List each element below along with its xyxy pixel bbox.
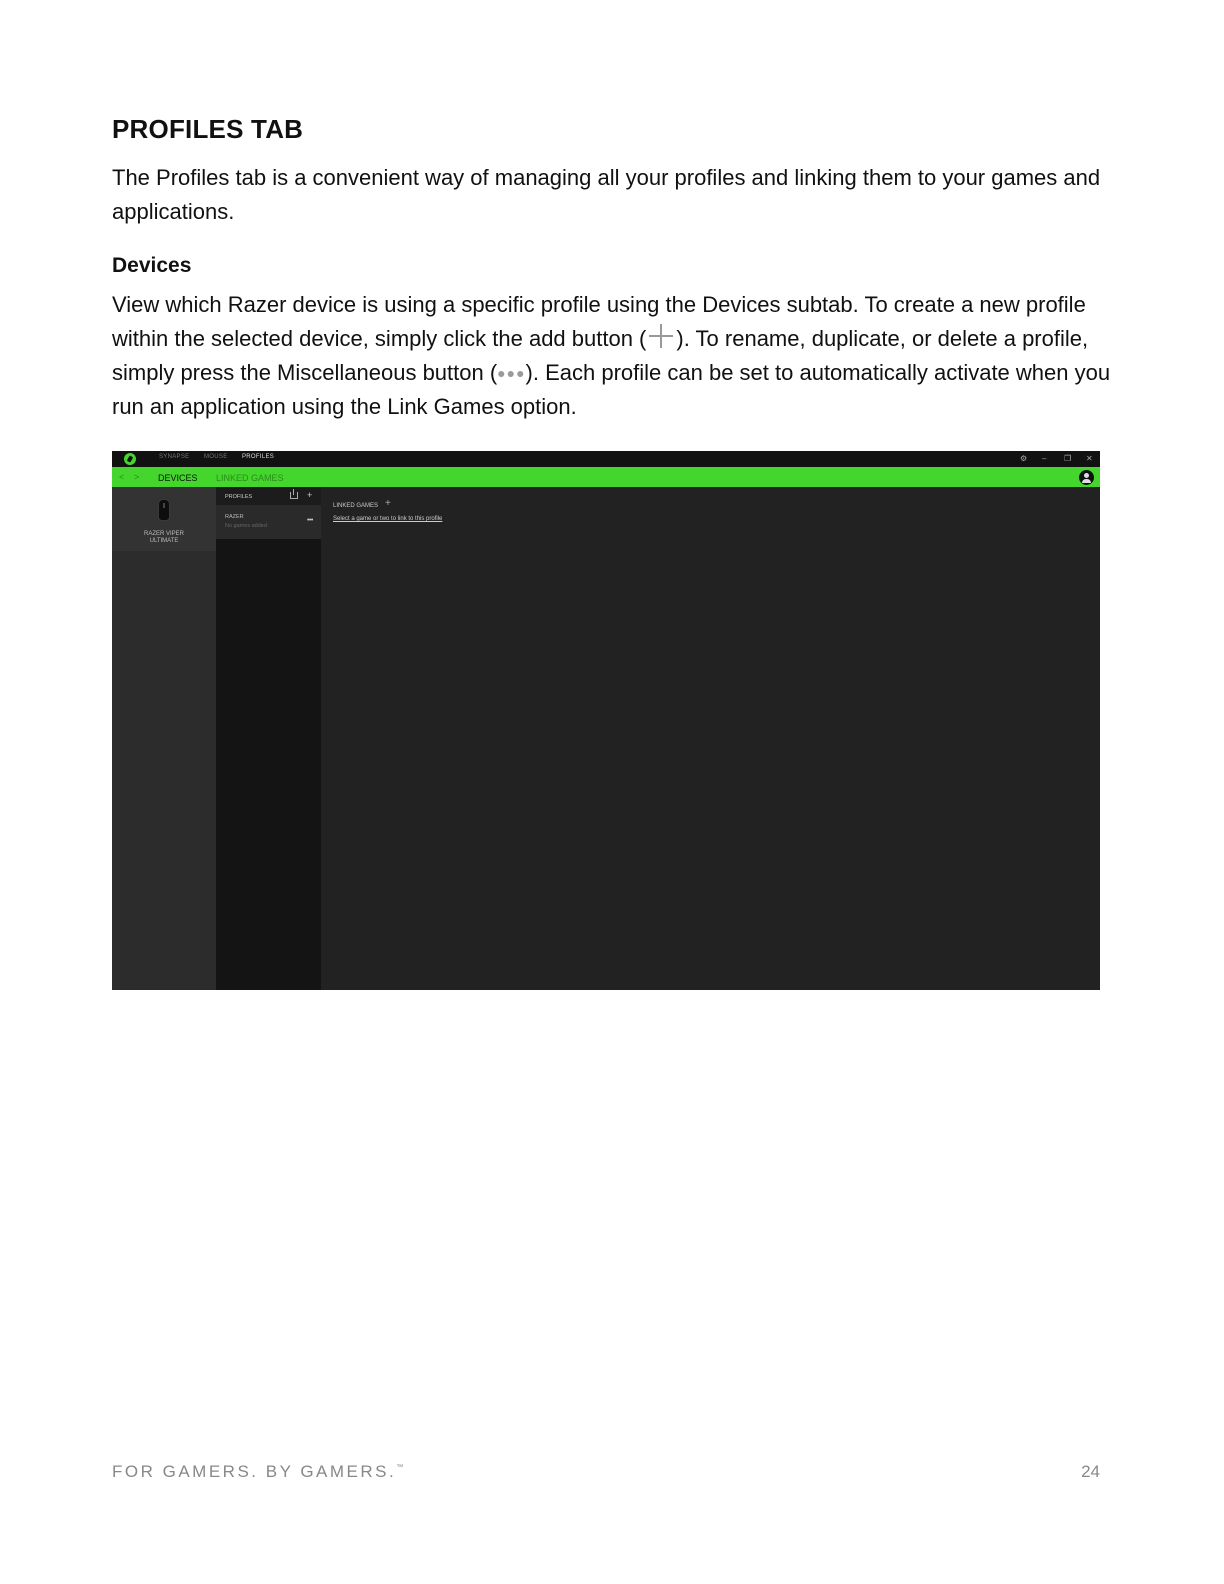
profiles-column [216, 487, 321, 990]
plus-icon [646, 324, 676, 348]
user-account-icon[interactable] [1079, 470, 1094, 485]
minimize-icon[interactable]: – [1042, 454, 1047, 463]
devices-text-part2: ). To rename, duplicate, or delete a profile, simply press the Miscellaneous button ( [112, 326, 1089, 385]
link-game-prompt[interactable]: Select a game or two to link to this profile [333, 516, 443, 522]
devices-paragraph [112, 288, 1112, 424]
device-card[interactable] [112, 487, 216, 551]
devices-text-part3: ). Each profile can be set to automatically activate when you run an application using the Link Games option. [112, 360, 1111, 419]
tab-mouse[interactable]: MOUSE [204, 454, 228, 460]
mouse-icon [158, 499, 170, 521]
close-icon[interactable]: ✕ [1086, 454, 1093, 463]
tab-profiles[interactable]: PROFILES [242, 454, 275, 460]
linked-games-title: LINKED GAMES [333, 503, 379, 509]
add-linked-game-button[interactable]: + [385, 498, 391, 509]
trademark-symbol: ™ [396, 1464, 404, 1471]
profiles-header [216, 487, 321, 505]
maximize-icon[interactable]: ❐ [1064, 454, 1072, 463]
misc-dots-icon: ●●● [497, 365, 526, 381]
add-profile-button[interactable]: + [307, 490, 313, 500]
profile-games-status: No games added [225, 523, 267, 529]
subtab-linked-games[interactable]: LINKED GAMES [216, 473, 284, 483]
profile-list-item[interactable] [216, 505, 321, 539]
linked-games-panel [321, 487, 1100, 990]
settings-gear-icon[interactable]: ⚙ [1020, 454, 1028, 463]
page-number: 24 [1081, 1462, 1100, 1481]
section-title-devices: Devices [112, 254, 192, 277]
tab-synapse[interactable]: SYNAPSE [159, 454, 190, 460]
devices-column [112, 487, 216, 990]
synapse-app-screenshot [112, 451, 1100, 990]
misc-button[interactable]: ••• [307, 517, 313, 524]
device-name: RAZER VIPER ULTIMATE [143, 531, 184, 544]
profile-name: RAZER [225, 514, 244, 520]
subtab-devices[interactable]: DEVICES [158, 473, 198, 483]
footer-tagline: FOR GAMERS. BY GAMERS.™ [112, 1462, 404, 1481]
subtab-bar [112, 467, 1100, 487]
devices-text-part1: View which Razer device is using a specific profile using the Devices subtab. To create a new profile within the selected device, simply click the add button ( [112, 292, 1086, 351]
forward-arrow-icon[interactable]: > [134, 472, 140, 482]
page-title: PROFILES TAB [112, 114, 304, 144]
title-bar [112, 451, 1100, 467]
profiles-label: PROFILES [225, 494, 253, 500]
import-icon[interactable] [290, 492, 298, 499]
razer-logo-icon[interactable] [124, 453, 136, 465]
back-arrow-icon[interactable]: < [119, 472, 125, 482]
intro-paragraph: The Profiles tab is a convenient way of managing all your profiles and linking them to your games and applications. [112, 165, 1101, 224]
